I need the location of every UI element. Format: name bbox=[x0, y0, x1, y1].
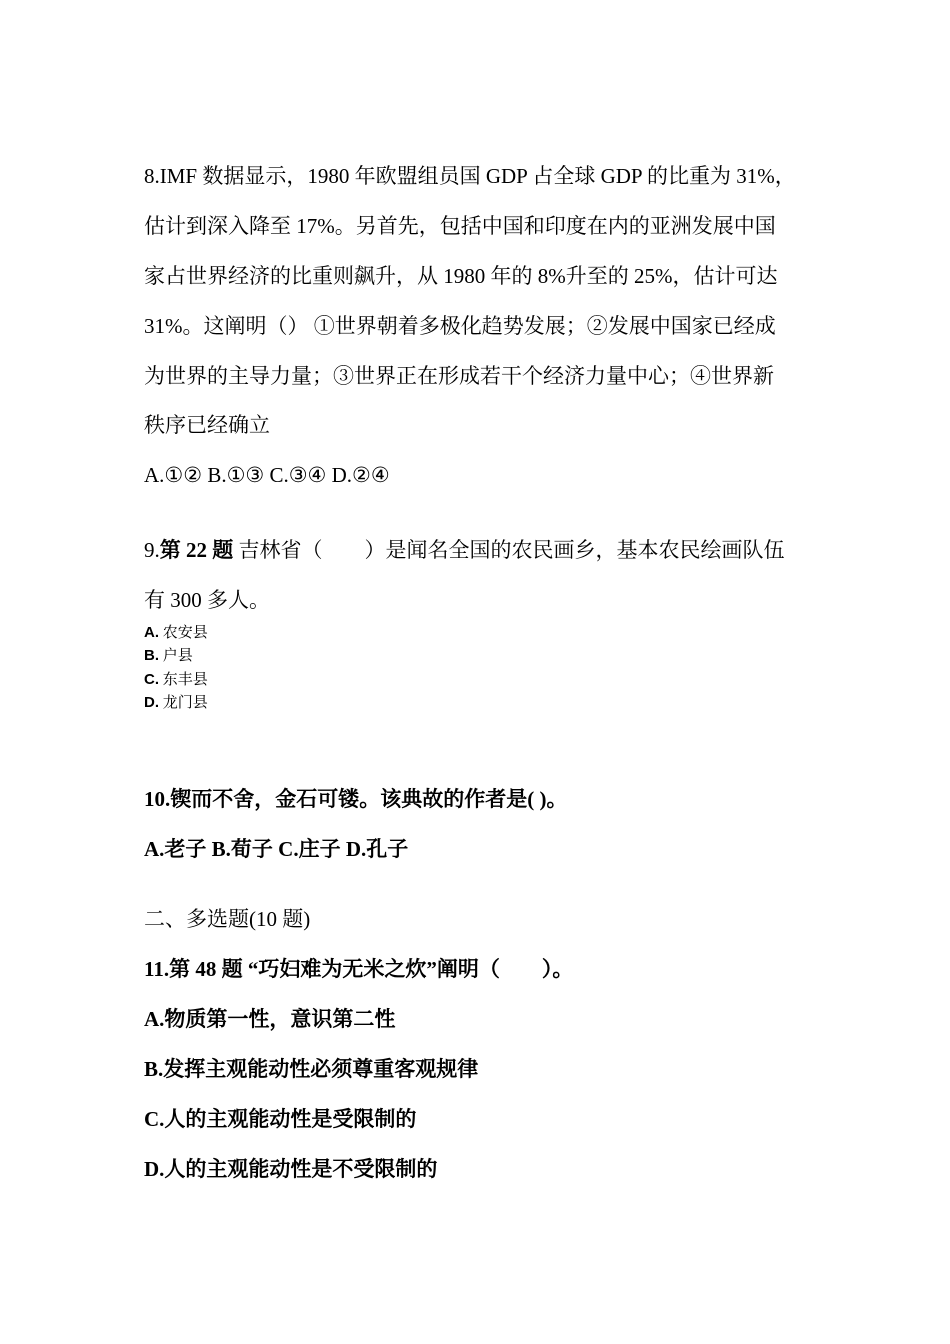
q9-option-text: 龙门县 bbox=[162, 695, 208, 711]
q9-option-letter: C. bbox=[144, 671, 159, 688]
q9-option-b bbox=[144, 646, 193, 666]
q9-label: 第 22 题 bbox=[159, 538, 234, 562]
q9-option-c bbox=[144, 670, 208, 690]
q8-line-3: 家占世界经济的比重则飙升，从 1980 年的 8%升至的 25%，估计可达 bbox=[144, 264, 778, 288]
q8-options: A.①② B.①③ C.③④ D.②④ bbox=[144, 463, 390, 487]
q9-option-letter: D. bbox=[144, 694, 159, 711]
q9-line-1 bbox=[144, 535, 785, 565]
q11-option-a: A.物质第一性，意识第二性 bbox=[144, 1007, 396, 1031]
q11-option-c: C.人的主观能动性是受限制的 bbox=[144, 1107, 417, 1131]
q11-option-d: D.人的主观能动性是不受限制的 bbox=[144, 1157, 438, 1181]
q9-option-text: 户县 bbox=[162, 648, 193, 664]
q8-line-2: 估计到深入降至 17%。另首先，包括中国和印度在内的亚洲发展中国 bbox=[144, 214, 776, 238]
q11-question: 11.第 48 题 “巧妇难为无米之炊”阐明（ ）。 bbox=[144, 957, 574, 981]
q8-line-5: 为世界的主导力量；③世界正在形成若干个经济力量中心；④世界新 bbox=[144, 364, 774, 388]
q8-line-1: 8.IMF 数据显示，1980 年欧盟组员国 GDP 占全球 GDP 的比重为 31%， bbox=[144, 164, 796, 188]
q9-option-letter: B. bbox=[144, 647, 159, 664]
q10-options: A.老子 B.荀子 C.庄子 D.孔子 bbox=[144, 837, 409, 861]
q9-number: 9. bbox=[144, 538, 160, 562]
q9-option-text: 东丰县 bbox=[162, 672, 208, 688]
q9-option-a bbox=[144, 623, 208, 643]
q9-option-letter: A. bbox=[144, 624, 159, 641]
q10-question: 10.锲而不舍，金石可镂。该典故的作者是( )。 bbox=[144, 787, 568, 811]
q9-line-2: 有 300 多人。 bbox=[144, 588, 270, 612]
q9-text-1: 吉林省（ ）是闻名全国的农民画乡，基本农民绘画队伍 bbox=[233, 538, 785, 562]
q9-option-text: 农安县 bbox=[162, 625, 208, 641]
q11-option-b: B.发挥主观能动性必须尊重客观规律 bbox=[144, 1057, 479, 1081]
q8-line-4: 31%。这阐明（） ①世界朝着多极化趋势发展；②发展中国家已经成 bbox=[144, 314, 776, 338]
q8-line-6: 秩序已经确立 bbox=[144, 413, 270, 437]
q9-option-d bbox=[144, 693, 208, 713]
section-heading: 二、多选题(10 题) bbox=[144, 907, 311, 931]
